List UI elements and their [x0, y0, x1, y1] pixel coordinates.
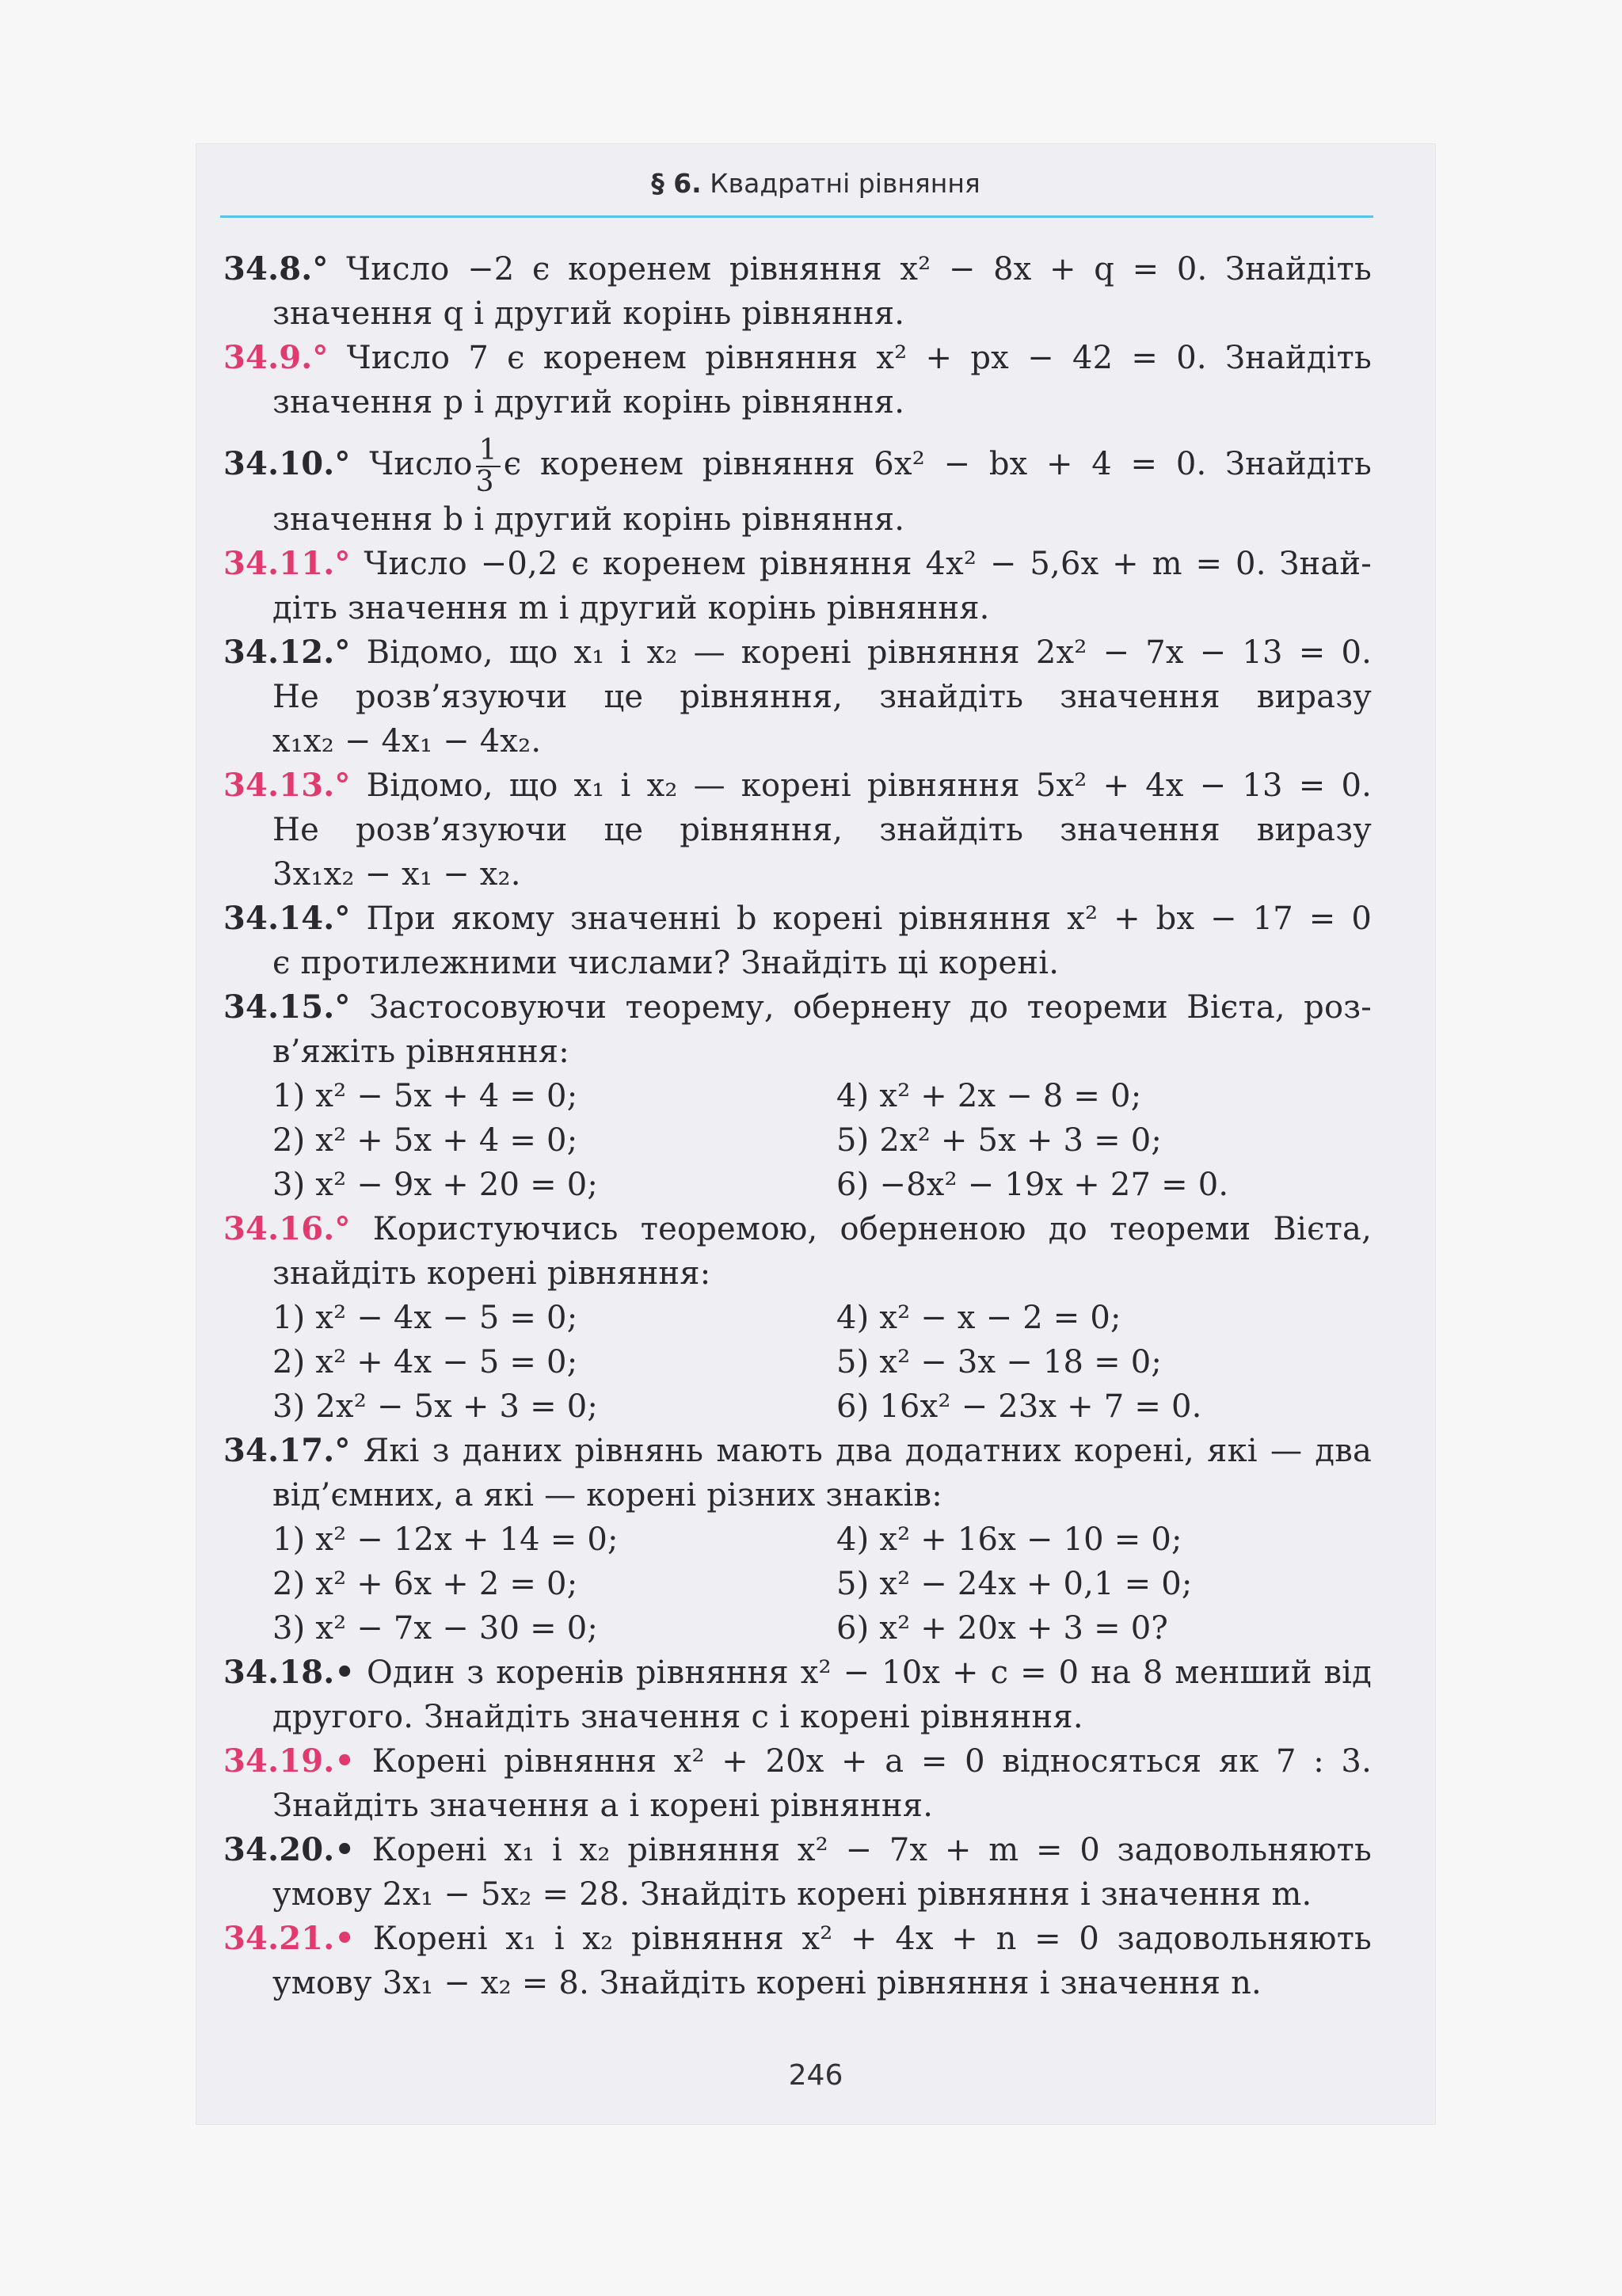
fraction-denominator: 3	[475, 466, 494, 498]
exercise-34-12	[223, 630, 1372, 763]
exercise-34-20	[223, 1828, 1372, 1917]
exercise-text: в’яжіть рівняння:	[272, 1034, 569, 1070]
exercise-text: Число 7 є коренем рівняння x² + px − 42 = 0. Знайдіть	[346, 340, 1372, 376]
equation-item: 5) 2x² + 5x + 3 = 0;	[836, 1122, 1163, 1159]
exercise-text: є коренем рівняння 6x² − bx + 4 = 0. Знайдіть	[503, 446, 1372, 482]
exercise-text: другого. Знайдіть значення c і корені рівняння.	[272, 1699, 1083, 1735]
page-number: 246	[788, 2059, 843, 2092]
exercise-text: значення q і другий корінь рівняння.	[272, 295, 905, 332]
equation-item: 5) x² − 24x + 0,1 = 0;	[836, 1566, 1193, 1602]
exercise-text: діть значення m і другий корінь рівняння.	[272, 590, 990, 626]
exercise-number: 34.9.°	[223, 339, 329, 376]
exercise-34-14	[223, 897, 1372, 985]
exercise-text: є протилежними числами? Знайдіть ці корені.	[272, 945, 1060, 981]
equation-item: 4) x² + 16x − 10 = 0;	[836, 1521, 1182, 1558]
exercise-number: 34.14.°	[223, 900, 351, 937]
exercise-text: 3x₁x₂ − x₁ − x₂.	[272, 856, 521, 893]
exercise-text: Число	[369, 446, 473, 482]
exercise-number: 34.13.°	[223, 767, 351, 804]
fraction	[476, 436, 501, 497]
equation-item: 2) x² + 6x + 2 = 0;	[272, 1566, 578, 1602]
equation-item: 6) 16x² − 23x + 7 = 0.	[836, 1388, 1202, 1425]
exercise-34-18	[223, 1651, 1372, 1739]
exercise-34-19	[223, 1739, 1372, 1828]
exercise-text: Не розв’язуючи це рівняння, знайдіть значення виразу	[272, 812, 1372, 848]
section-title: Квадратні рівняння	[710, 168, 980, 199]
exercise-text: Число −2 є коренем рівняння x² − 8x + q = 0. Знайдіть	[346, 251, 1372, 287]
exercise-text: Не розв’язуючи це рівняння, знайдіть значення виразу	[272, 679, 1372, 715]
exercise-text: Корені рівняння x² + 20x + a = 0 відносяться як 7 : 3.	[371, 1743, 1372, 1780]
exercise-text: значення b і другий корінь рівняння.	[272, 501, 905, 538]
equation-item: 6) x² + 20x + 3 = 0?	[836, 1610, 1168, 1647]
exercise-list	[223, 247, 1372, 2005]
exercise-text: Корені x₁ і x₂ рівняння x² + 4x + n = 0 задовольняють	[372, 1921, 1372, 1957]
header-rule	[220, 215, 1373, 218]
textbook-page	[196, 144, 1435, 2124]
exercise-34-8	[223, 247, 1372, 336]
exercise-34-15	[223, 985, 1372, 1207]
equation-item: 6) −8x² − 19x + 27 = 0.	[836, 1167, 1229, 1203]
equation-item: 2) x² + 5x + 4 = 0;	[272, 1122, 578, 1159]
exercise-34-11	[223, 542, 1372, 630]
exercise-text: знайдіть корені рівняння:	[272, 1255, 711, 1292]
exercise-text: Відомо, що x₁ і x₂ — корені рівняння 2x² − 7x − 13 = 0.	[366, 634, 1373, 671]
exercise-34-16	[223, 1207, 1372, 1429]
exercise-text: Число −0,2 є коренем рівняння 4x² − 5,6x + m = 0. Знай-	[364, 546, 1373, 582]
exercise-text: Один з коренів рівняння x² − 10x + c = 0 на 8 менший від	[367, 1654, 1372, 1691]
exercise-text: Які з даних рівнянь мають два додатних корені, які — два	[363, 1433, 1372, 1469]
equation-item: 4) x² + 2x − 8 = 0;	[836, 1078, 1142, 1114]
equation-item: 1) x² − 12x + 14 = 0;	[272, 1521, 619, 1558]
exercise-34-21	[223, 1917, 1372, 2005]
equation-item: 3) x² − 7x − 30 = 0;	[272, 1610, 599, 1647]
section-number: § 6.	[651, 168, 702, 199]
exercise-text: Користуючись теоремою, оберненою до теореми Вієта,	[372, 1211, 1373, 1247]
exercise-number: 34.17.°	[223, 1432, 351, 1469]
exercise-text: При якому значенні b корені рівняння x² + bx − 17 = 0	[366, 901, 1372, 937]
exercise-number: 34.12.°	[223, 634, 351, 671]
exercise-text: умову 2x₁ − 5x₂ = 28. Знайдіть корені рівняння і значення m.	[272, 1876, 1312, 1913]
equation-item: 1) x² − 4x − 5 = 0;	[272, 1300, 578, 1336]
exercise-34-10	[223, 432, 1372, 542]
exercise-text: Застосовуючи теорему, обернену до теореми Вієта, роз-	[368, 989, 1372, 1026]
equation-item: 3) 2x² − 5x + 3 = 0;	[272, 1388, 599, 1425]
equation-options	[223, 1296, 1372, 1429]
exercise-number: 34.21.•	[223, 1920, 356, 1957]
exercise-text: значення p і другий корінь рівняння.	[272, 384, 905, 421]
exercise-34-13	[223, 763, 1372, 897]
exercise-text: Корені x₁ і x₂ рівняння x² − 7x + m = 0 задовольняють	[371, 1832, 1372, 1868]
equation-item: 3) x² − 9x + 20 = 0;	[272, 1167, 599, 1203]
exercise-34-17	[223, 1429, 1372, 1651]
exercise-number: 34.19.•	[223, 1742, 356, 1780]
page-header	[196, 168, 1435, 199]
exercise-text: Знайдіть значення a і корені рівняння.	[272, 1788, 934, 1824]
exercise-number: 34.20.•	[223, 1831, 356, 1868]
exercise-number: 34.16.°	[223, 1210, 351, 1247]
exercise-text: x₁x₂ − 4x₁ − 4x₂.	[272, 723, 542, 760]
equation-item: 1) x² − 5x + 4 = 0;	[272, 1078, 578, 1114]
exercise-number: 34.10.°	[223, 445, 351, 482]
equation-options	[223, 1517, 1372, 1651]
exercise-text: від’ємних, а які — корені різних знаків:	[272, 1477, 942, 1514]
exercise-text: Відомо, що x₁ і x₂ — корені рівняння 5x² + 4x − 13 = 0.	[366, 767, 1373, 804]
equation-item: 4) x² − x − 2 = 0;	[836, 1300, 1121, 1336]
equation-options	[223, 1074, 1372, 1207]
exercise-number: 34.15.°	[223, 988, 351, 1026]
exercise-text: умову 3x₁ − x₂ = 8. Знайдіть корені рівняння і значення n.	[272, 1965, 1262, 2001]
exercise-34-9	[223, 336, 1372, 425]
fraction-numerator: 1	[476, 436, 501, 467]
exercise-number: 34.8.°	[223, 250, 329, 287]
equation-item: 2) x² + 4x − 5 = 0;	[272, 1344, 578, 1380]
equation-item: 5) x² − 3x − 18 = 0;	[836, 1344, 1163, 1380]
exercise-number: 34.18.•	[223, 1654, 356, 1691]
exercise-number: 34.11.°	[223, 545, 351, 582]
